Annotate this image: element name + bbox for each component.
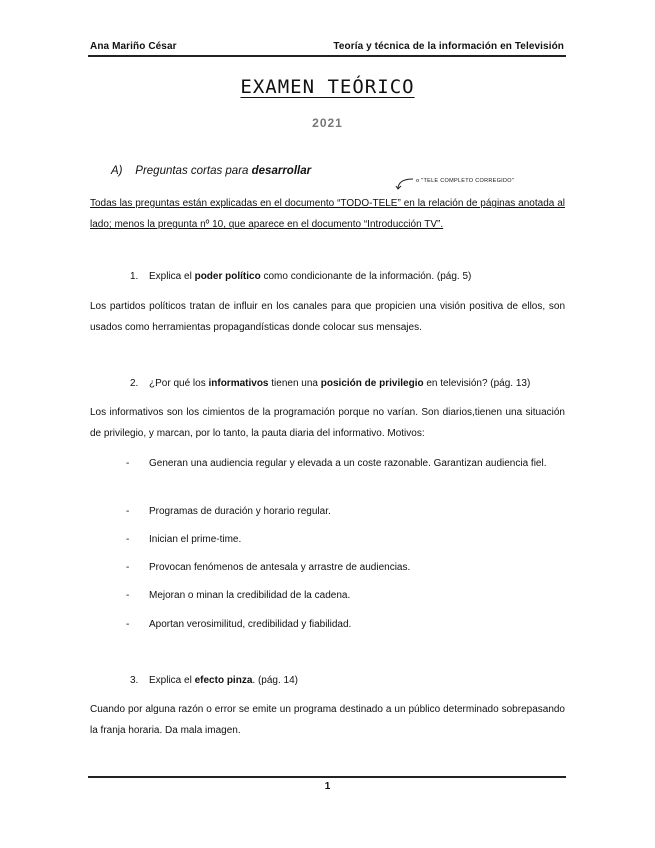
answer-3: Cuando por alguna razón o error se emite un programa destinado a un público determinado sobrepasando la franja horaria. Da mala imagen. [90,704,565,736]
footer-rule [88,776,566,778]
bullet-dash: - [126,619,130,630]
section-a-label: A) [111,165,123,177]
bullet-dash: - [126,590,130,601]
exam-year: 2021 [312,116,343,130]
bullet-dash: - [126,534,130,545]
bullet-dash: - [126,458,130,469]
question-2 [130,378,530,389]
header-author: Ana Mariño César [90,41,177,52]
header-subject: Teoría y técnica de la información en Televisión [333,41,564,52]
section-a-title: Preguntas cortas para [135,165,249,177]
curved-arrow-icon [395,176,417,190]
section-a-title-bold: desarrollar [251,165,312,177]
answer-1: Los partidos políticos tratan de influir en los canales para que propicien una visión positiva de ellos, son usados como herramientas propagandísticas donde colocar sus mensajes. [90,301,565,333]
list-item-text: Inician el prime-time. [149,534,242,545]
question-text: ¿Por qué los [149,378,206,389]
list-item-text: Provocan fenómenos de antesala y arrastre de audiencias. [149,562,411,573]
question-keyword: poder político [194,271,261,282]
header-rule [88,55,566,57]
question-number: 2. [130,378,139,389]
page-title: EXAMEN TEÓRICO [240,76,415,98]
question-text-end: en televisión? (pág. 13) [426,378,531,389]
question-3 [130,675,298,686]
bullet-dash: - [126,506,130,517]
question-text: Explica el [149,675,192,686]
section-a-heading [111,165,311,177]
answer-2: Los informativos son los cimientos de la programación porque no varían. Son diarios,tienen una situación de privilegio, y marcan, por lo tanto, la pauta diaria del informativo. Motivos: [90,407,565,439]
list-item-text: Programas de duración y horario regular. [149,506,331,517]
question-number: 1. [130,271,139,282]
question-text: Explica el [149,271,192,282]
list-item-text: Generan una audiencia regular y elevada a un coste razonable. Garantizan audiencia fiel. [149,458,547,469]
intro-paragraph: Todas las preguntas están explicadas en el documento “TODO-TELE” en la relación de páginas anotada al lado; menos la pregunta nº 10, que aparece en el documento “Introducción TV”. [90,198,565,230]
question-text-end: . (pág. 14) [252,675,298,686]
page-number: 1 [324,781,331,792]
question-text-mid: tienen una [271,378,318,389]
list-item-text: Mejoran o minan la credibilidad de la cadena. [149,590,351,601]
question-keyword: informativos [208,378,269,389]
question-1 [130,271,471,282]
question-text-end: como condicionante de la información. (pág. 5) [263,271,472,282]
handwritten-note: o "TELE COMPLETO CORREGIDO" [416,178,515,184]
question-keyword-2: posición de privilegio [320,378,424,389]
question-number: 3. [130,675,139,686]
question-keyword: efecto pinza [194,675,253,686]
list-item-text: Aportan verosimilitud, credibilidad y fiabilidad. [149,619,352,630]
bullet-dash: - [126,562,130,573]
